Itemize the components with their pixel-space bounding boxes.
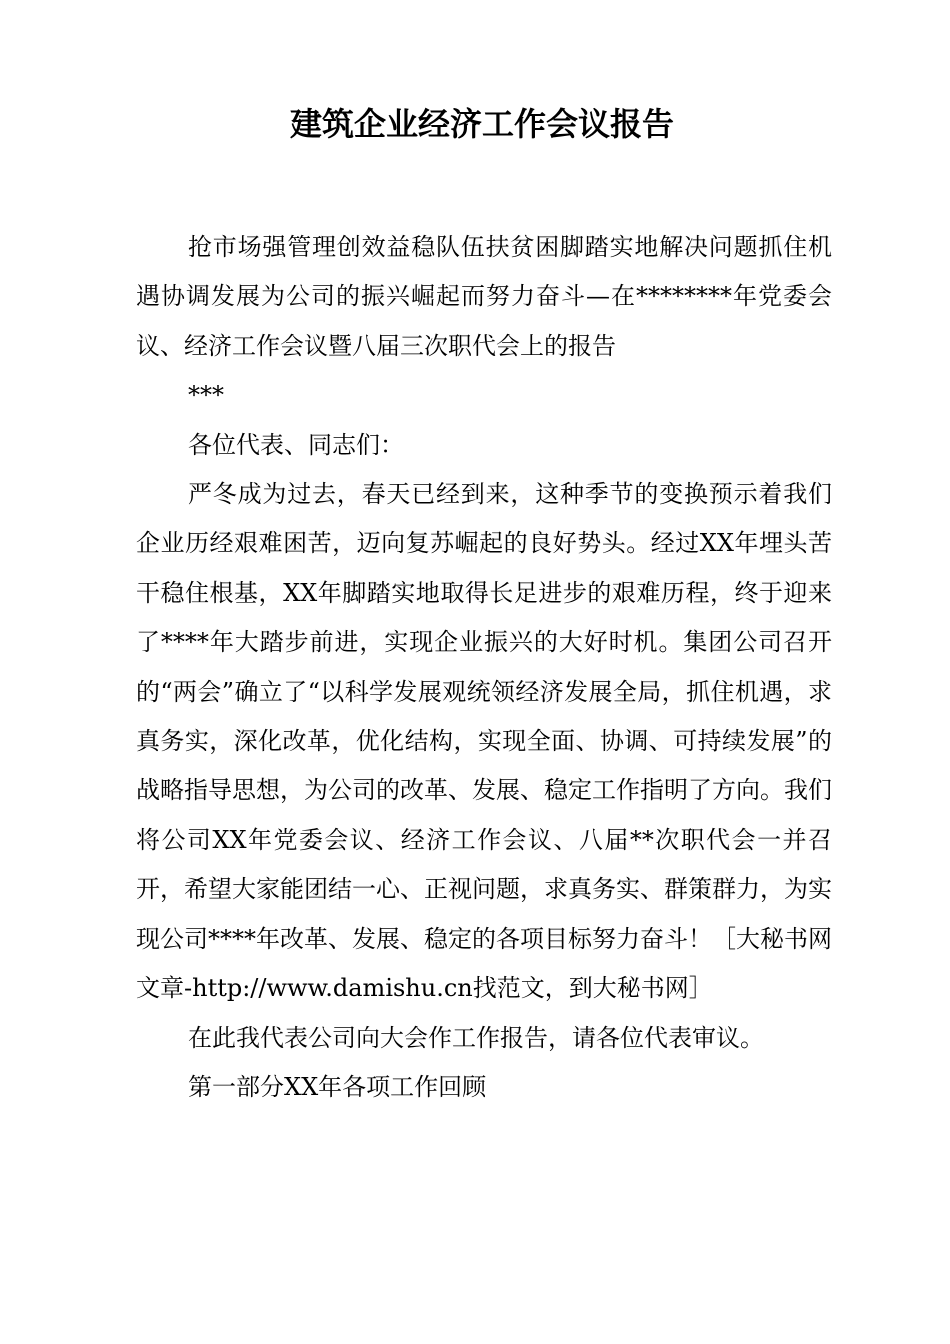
main-paragraph: 严冬成为过去，春天已经到来，这种季节的变换预示着我们企业历经艰难困苦，迈向复苏崛起的良好势头。经过XX年埋头苦干稳住根基，XX年脚踏实地取得长足进步的艰难历程，终于迎来了****年大踏步前进，实现企业振兴的大好时机。集团公司召开的“两会”确立了“以科学发展观统领经济发展全局，抓住机遇，求真务实，深化改革，优化结构，实现全面、协调、可持续发展”的战略指导思想，为公司的改革、发展、稳定工作指明了方向。我们将公司XX年党委会议、经济工作会议、八届**次职代会一并召开，希望大家能团结一心、正视问题，求真务实、群策群力，为实现公司****年改革、发展、稳定的各项目标努力奋斗！［大秘书网文章-http://www.damishu.cn找范文，到大秘书网］	[136, 480, 832, 1003]
salutation: 各位代表、同志们：	[188, 430, 404, 459]
document-body	[136, 223, 832, 1112]
report-statement: 在此我代表公司向大会作工作报告，请各位代表审议。	[188, 1023, 764, 1052]
author-line: ***	[188, 381, 224, 410]
intro-paragraph: 抢市场强管理创效益稳队伍扶贫困脚踏实地解决问题抓住机遇协调发展为公司的振兴崛起而努力奋斗—在********年党委会议、经济工作会议暨八届三次职代会上的报告	[136, 233, 832, 360]
section-heading: 第一部分XX年各项工作回顾	[188, 1072, 487, 1101]
document-title: 建筑企业经济工作会议报告	[289, 105, 674, 143]
